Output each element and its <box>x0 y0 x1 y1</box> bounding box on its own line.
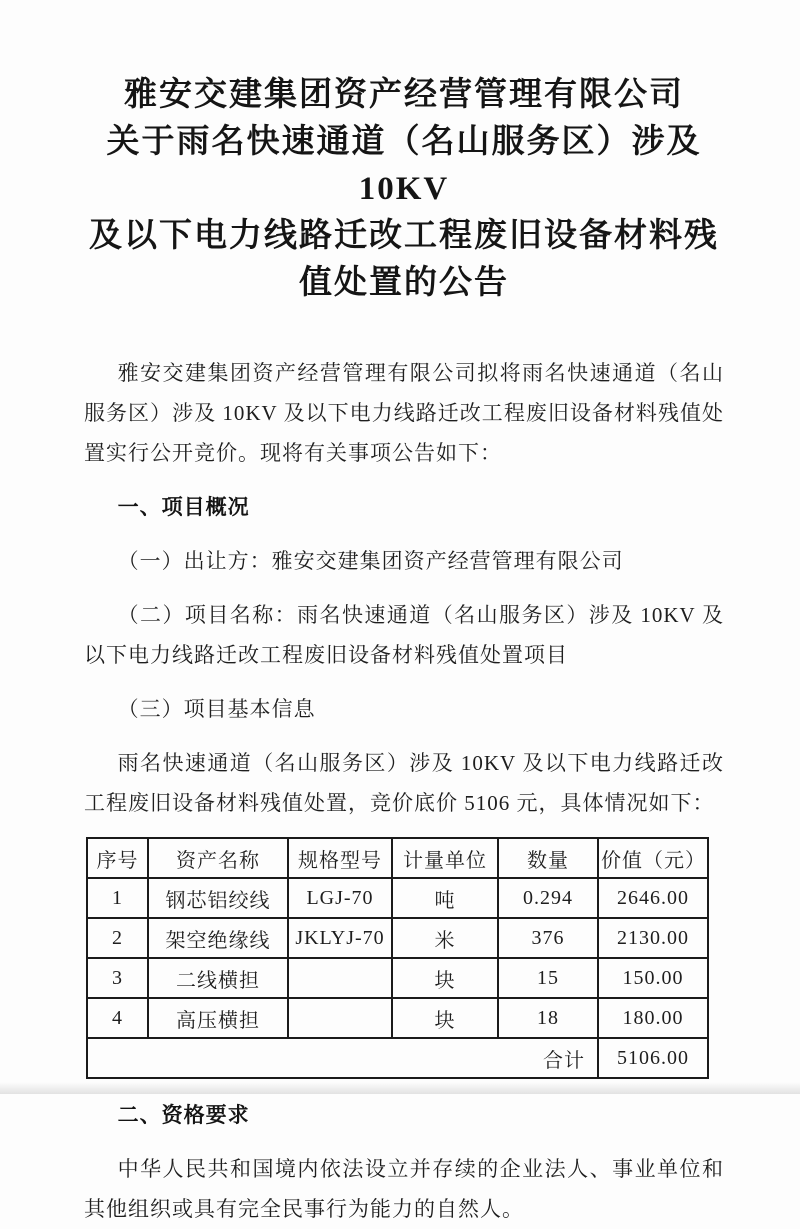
cell-asset-name: 二线横担 <box>148 958 288 998</box>
cell-unit: 块 <box>392 958 498 998</box>
cell-value: 150.00 <box>598 958 708 998</box>
table-row <box>87 998 708 1038</box>
transferor-item: （一）出让方：雅安交建集团资产经营管理有限公司 <box>117 549 624 573</box>
cell-unit: 块 <box>392 998 498 1038</box>
scan-edge-shadow <box>0 1082 800 1094</box>
asset-table-header-row <box>87 838 708 878</box>
table-row <box>87 918 708 958</box>
cell-value: 180.00 <box>598 998 708 1038</box>
column-header-asset-name: 资产名称 <box>148 838 288 878</box>
asset-table <box>86 837 709 1079</box>
table-total-row <box>87 1038 708 1078</box>
column-header-index: 序号 <box>87 838 148 878</box>
column-header-spec-model: 规格型号 <box>288 838 392 878</box>
section-1-heading: 一、项目概况 <box>117 495 250 519</box>
cell-unit: 吨 <box>392 878 498 918</box>
cell-quantity: 0.294 <box>498 878 598 918</box>
total-label-cell: 合计 <box>87 1038 598 1078</box>
cell-index: 4 <box>87 998 148 1038</box>
qualification-paragraph: 中华人民共和国境内依法设立并存续的企业法人、事业单位和其他组织或具有完全民事行为能力的自然人。 <box>84 1157 724 1221</box>
column-header-unit: 计量单位 <box>392 838 498 878</box>
cell-index: 1 <box>87 878 148 918</box>
column-header-quantity: 数量 <box>498 838 598 878</box>
project-detail-paragraph: 雨名快速通道（名山服务区）涉及 10KV 及以下电力线路迁改工程废旧设备材料残值处置，竞价底价 5106 元，具体情况如下： <box>84 751 724 815</box>
title-line-1: 雅安交建集团资产经营管理有限公司 <box>124 77 684 113</box>
basic-info-item: （三）项目基本信息 <box>117 697 316 721</box>
cell-asset-name: 架空绝缘线 <box>148 918 288 958</box>
section-2-heading: 二、资格要求 <box>117 1103 250 1127</box>
column-header-value: 价值（元） <box>598 838 708 878</box>
cell-spec-model: LGJ-70 <box>288 878 392 918</box>
cell-value: 2130.00 <box>598 918 708 958</box>
table-row <box>87 878 708 918</box>
cell-value: 2646.00 <box>598 878 708 918</box>
cell-quantity: 376 <box>498 918 598 958</box>
intro-paragraph: 雅安交建集团资产经营管理有限公司拟将雨名快速通道（名山服务区）涉及 10KV 及以下电力线路迁改工程废旧设备材料残值处置实行公开竞价。现将有关事项公告如下： <box>84 361 724 465</box>
cell-asset-name: 钢芯铝绞线 <box>148 878 288 918</box>
project-name-item: （二）项目名称：雨名快速通道（名山服务区）涉及 10KV 及以下电力线路迁改工程废旧设备材料残值处置项目 <box>84 603 724 667</box>
cell-spec-model <box>288 958 392 998</box>
title-line-3: 及以下电力线路迁改工程废旧设备材料残 <box>89 218 719 254</box>
cell-index: 3 <box>87 958 148 998</box>
table-row <box>87 958 708 998</box>
title-line-4: 值处置的公告 <box>299 265 509 301</box>
title-line-2: 关于雨名快速通道（名山服务区）涉及 10KV <box>106 124 702 207</box>
cell-index: 2 <box>87 918 148 958</box>
document-title <box>84 72 724 307</box>
cell-quantity: 15 <box>498 958 598 998</box>
cell-spec-model: JKLYJ-70 <box>288 918 392 958</box>
cell-spec-model <box>288 998 392 1038</box>
cell-unit: 米 <box>392 918 498 958</box>
total-value-cell: 5106.00 <box>598 1038 708 1078</box>
cell-quantity: 18 <box>498 998 598 1038</box>
cell-asset-name: 高压横担 <box>148 998 288 1038</box>
